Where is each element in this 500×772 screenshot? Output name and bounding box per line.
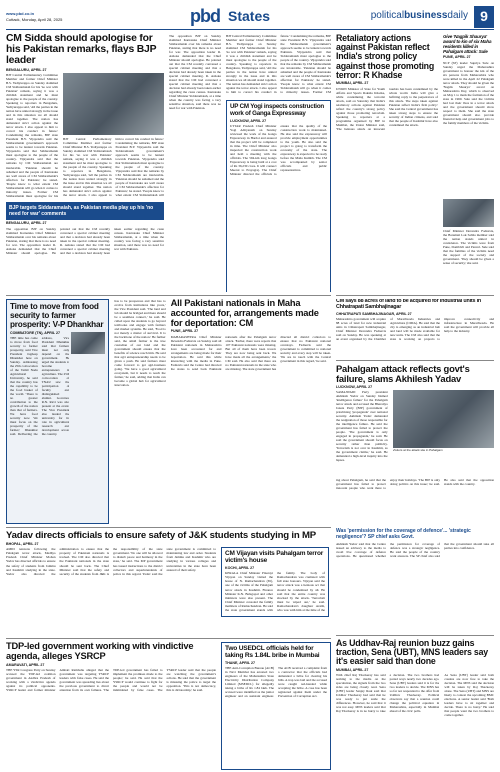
body-text-continued: As Sena (UBT) leader said both cousins are now free to take the decision. The MNS said the decision will be taken by Raj Thackeray alone. The Sena (UBT) and MNS are likely to contest the upcoming BMC elections. A senior leader said 'Both leaders have to sit together and decide. There is no hurry.' He said that people want the two brothers to come together. <box>444 673 494 718</box>
story-yadav <box>6 531 331 635</box>
masthead-info <box>6 11 156 22</box>
story-cm-sidda <box>6 34 164 292</box>
headline: UP CM Yogi inspects construction work of Ganga Expressway <box>230 103 324 117</box>
story-retaliatory <box>336 34 438 292</box>
body-text: SAMAJWADI Party president Akhilesh Yadav on Sunday blamed 'intelligence failure' for the Pahalgam terror attack and accused the Bharatiya Janata Party (BJP) government of prioritising 'propaganda' over national security. Akhilesh Yadav demanded the resignation of those responsible for the intelligence failure. He said the government has failed to protect the people. 'The government is only engaged in propaganda,' he said. He said the government should focus on security rather than publicity. 'Terrorism is not over in Kashmir, as the government claims,' he said. He demanded a high-level inquiry into the lapses. <box>336 390 388 463</box>
dateline: AMARAVATI, APRIL 27 <box>6 662 45 667</box>
body-text: THE time has come to move from food security to farmer prosperity, said Vice President Jagdeep Dhankhar here on Sunday. Addressing the 25th convocation of the Tamil Nadu Agricultural University, he said that the country has the capability to be the food basket of the world. 'There is no greater contribution to the growth of the nation than that of farmers. We have food security now. We must focus on the prosperity of the farmer,' Dhankhar said. Delivering the address, Vice President Dhankhar said that farmers must not only depend on the government. He urged the students to become entrepreneurs in agriculture. The 25th convocation of TNAU saw the participation of faculty and distinguished alumni. Governor R.N. Ravi was also present at the event. The Vice President also lauded the university for its role in agricultural research and development across the country. <box>10 335 70 437</box>
inset-headline: BJP targets Siddaramaiah, as Pakistan media play up his 'no need for war' comments <box>6 202 164 220</box>
body-text: BJP Central Parliamentary Committee Member and former Chief Minister B.S. Yediyurappa on Sunday slammed CM Siddaramaiah for his 'no war with Pakistan' remark, saying it was a childish statement and he must apologise to the people of the country. Speaking to reporters in Bengaluru, Yediyurappa said, 'All the parties in the nation have united strongly in the issue and in this situation we all should stand together. The nation has demanded strict action against the terror attack. I also appeal to him to correct his conduct in future.' Condemning the remarks, BJP state President B.Y. Vijayendra said the Siddaramaiah government's approach seems to be lenient towards Pakistan. Vijayendra said that Siddaramaiah must apologise to the people of the country. Vijayendra said that the remarks by CM Siddaramaiah are intolerable. 'Pakistan should be ashamed and the people of Karnataka are well aware of CM Siddaramaiah's affection for Pakistan,' he stated. 'People know to what extent CM Siddaramaiah will go when it comes to minority issues. Former CM Siddaramaiah must apologise for his <box>6 73 58 198</box>
story-uddhav-raj <box>336 639 494 769</box>
body-text: UTTAR Pradesh Chief Minister Yogi Adityanath on Sunday reviewed the work of the Ganga Expressway in Hardoi and assured that the project will be completed in time. The Chief Minister also inspected the construction work and held a meeting with the officials. The 594-km long Ganga Expressway is being built at a cost of Rs 36,230 crore. It will connect Meerut to Prayagraj. The Chief Minister directed the officials to ensure that the quality of the construction work is maintained. He also said the expressway will provide employment opportunities to the youth. He also said the project is going to transform the economy of the state. The expressway is expected to be ready before the Maha Kumbh. The CM was accompanied by senior officials and public representatives. <box>230 124 327 177</box>
body-text-continued: ing about Pahalgam, he said that the government has failed to protect innocent people who went there to enjoy their holidays. 'The BJP is only doing politics on this issue,' he said. He also said that the opposition stands with the country. <box>336 478 494 491</box>
headline: CM Sidda should apologise for his Pakistan remarks, flays BJP leader <box>6 34 157 66</box>
dhankhar-continued: has to be prosperous and that has to evolve from institutions like yours,' the Vice President said. 'The land and lab should be bridged and there should be a seamless connect,' he said. He called upon the students to go beyond textbooks and engage with farmers and market systems. He said, 'Food is not merely a matter of survival. It is the backbone of the nation.' He further said, the small farmer is the true custodian of our land and the government should ensure that the benefits of science reach him. He said that agri entrepreneurship needs to be given a push. He said farmers must come forward to get agri-business going. 'We have a good agricultural ecosystem, but it needs to reach the farmer,' he said, adding that India can become a global hub for agricultural innovation. <box>114 299 166 388</box>
dateline: MUMBAI, APRIL 27 <box>336 81 369 86</box>
headline: CM Vijayan visits Pahalgam terror victim's house <box>225 550 324 565</box>
story-tdp <box>6 642 216 770</box>
headline: Time to move from food security to farmer prosperity: V-P Dhankhar <box>10 302 104 329</box>
headline: CM says 88 acres of land to be acquired for industrial units in Chhatrapati Sambhajinagar <box>336 299 481 310</box>
body-text: AMID tensions following the Pahalgam terror attack, Madhya Pradesh Chief Minister Mohan Yadav has directed officials to ensure the safety of students from Jammu and Kashmir studying in the state. Yadav also directed the administration to ensure that the property of Pakistani nationals is tracked. The CM also directed that the Pakistani nationals in the state should be sent back. The Chief Minister said that the safety and security of the students from J&K is the responsibility of the state government. 'No one will be allowed to disturb peace and harmony in the state,' he said. The MP government has issued instructions to the district collectors and superintendents of police in this regard. Yadav said the state government is committed to maintaining law and order. Students from Jammu and Kashmir who are studying in various colleges and universities in the state have been assured of their safety. <box>6 547 216 576</box>
page-number: 9 <box>474 6 494 28</box>
story-dhankhar <box>6 299 109 524</box>
dateline: MUMBAI, APRIL 27 <box>336 667 369 672</box>
story-usedcl <box>221 642 331 770</box>
photo-politician <box>63 73 164 135</box>
inset-dateline: BENGALURU, APRIL 27 <box>6 221 47 226</box>
story-pahalgam-akhilesh <box>336 364 494 632</box>
section-title: States <box>228 7 271 24</box>
body-text-final: Akhilesh Yadav said that the Centre issued an advisory to the media to avoid live coverage of defence operations. He questioned whether the permission for coverage of defence was a strategic negligence. He said the people of the country want answers. The SP chief also said that the government should take all parties into confidence. <box>336 542 494 559</box>
body-text: UNION Minister of State for Youth Affairs and Sports Raksha Khadse, while condemning the terrorist attack, said on Saturday that India's retaliatory actions against Pakistan reflect the country's strong policy against those promoting terrorism. Speaking to reporters at a programme organised by BJP in Mumbai, the Union Minister said, 'The heinous attack on innocent tourists has been condemned by the whole world. India will give a befitting reply to the perpetrators of this attack. The steps taken against Pakistan reflect India's firm policy.' She said the Central government has taken strong steps to ensure the security of Indian citizens, and said that the people of Kashmir have also condemned the attack. <box>336 86 438 131</box>
body-text: KERALA Chief Minister Pinarayi Vijayan on Sunday visited the house of N. Ramachandran (65), one of the victims of the Pahalgam terror attack in Kashmir. Finance Minister K.N. Balagopal and other ministers were also present. The Chief Minister consoled the family members of Ramachandran. He said the state government stands with the family. The body of Ramachandran was cremated with full state honours. Vijayan said the terror attack was a heinous act that should be condemned by all. He said that the entire country was shocked by the attack. 'Terrorism must be wiped out,' he said. Ramachandran's daughter Arathi, who was with him at the time of the <box>225 571 325 612</box>
headline: All Pakistani nationals in Maha accounted for, arrangements made for deportation: CM <box>170 299 319 328</box>
dateline: LUCKNOW, APRIL 27 <box>230 118 267 123</box>
dateline: KOCHI, APRIL 27 <box>225 566 255 571</box>
body-text: MAHARASHTRA Chief Minister Devendra Fadnavis on Sunday said all Pakistani nationals in Maharashtra have been accounted for and arrangements are being made for their deportation. He said this while interacting with the media in Pune. Fadnavis said the Centre had directed the states to send back Pakistani nationals after the Pahalgam terror attack. 'Earlier, there were reports that 107 Pakistani nationals were missing. But all of them have been traced. They are now being sent back. We have made all the arrangements,' the CM said. He also said that there are no Pakistani nationals in the state who are missing. The state government has directed all district collectors to ensure that no Pakistani national overstays. Fadnavis said the government is committed to national security and every step will be taken. 'We are in touch with the Central government in this regard,' he said. <box>170 334 331 371</box>
story-cm-sops <box>336 299 494 357</box>
dateline: COIMBATORE (TN), APRIL 27 <box>10 330 60 335</box>
body-text: THE YSR Congress Party on Sunday accused the TDP-led coalition government in Andhra Pradesh of working with a vindictive agenda against its political opponents. YSRCP leader and former minister Ambati Rambabu alleged that the government was targeting YSRCP leaders with false cases. He said the government was spreading lies about the previous government to divert attention from its own failures. 'The TDP-led government has failed to implement the promises made to the people,' he said. He said that the YSRCP would continue to fight for the people and would not be intimidated by false cases. The YSRCP leader said that the people are watching the government's actions. He said that the government is misusing the police to target the opposition. 'This is not democracy, this is dictatorship,' he said. <box>6 667 216 692</box>
inset-body: The opposition BJP on Sunday slammed Karnataka Chief Minister Siddaramaiah over his remarks about Pakistan, stating that there is no need for war. The opposition leader R. Ashoka demanded that the Chief Minister should apologise. He pointed out that the CM recently convened a special cabinet meeting and that a decision had already been taken in the special cabinet meeting. R. Ashoka stated that the CM had convened a special cabinet meeting and that a decision had already been taken earlier regarding the caste census. Karnataka Chief Minister Siddaramaiah, at a time when the country was facing a very sensitive situation, said there was no need for war with Pakistan. <box>6 226 164 255</box>
cm-sidda-right-col: The opposition BJP on Sunday slammed Karnataka Chief Minister Siddaramaiah over his remarks about Pakistan, stating that there is no need for war. The opposition leader R. Ashoka demanded that the Chief Minister should apologise. He pointed out that the CM recently convened a special cabinet meeting and that a decision had already been taken in the special cabinet meeting. R. Ashoka stated that the CM had convened a special cabinet meeting and that a decision had already been taken earlier regarding the caste census. Karnataka Chief Minister Siddaramaiah, at a time when the country was facing a very sensitive situation, said there was no need for war with Pakistan. <box>169 34 221 111</box>
body-text: THE Anti-Corruption Bureau (ACB) in Navi Mumbai has arrested two engineers of the Maharashtra State Electricity Distribution Company Limited (MSEDCL) for allegedly taking a bribe of Rs 1.84 lakh. The accused were identified as the junior engineer and an assistant engineer. The ACB received a complaint from a contractor that the officials had demanded a bribe for clearing his bills. A trap was laid and the accused were caught red-handed while accepting the bribe. A case has been registered against them under the Prevention of Corruption Act. <box>225 666 327 699</box>
story-cm-vijayan <box>221 547 329 617</box>
story-pakistani-nationals <box>171 299 331 524</box>
dateline: CHHATRAPATI SAMBHAJINAGAR, APRIL 27 <box>336 311 412 316</box>
body-text: NCP (SP) leader Supriya Sule on Sunday urged the Maharashtra government to honour the kin of the six persons from Maharashtra who were killed in the April 22 Pahalgam terror attack. They should be given the 'Nagrik Shaurya' award on Maharashtra Day, which is observed on May 1 to mark the formation of the state in 1960. Sule said the victims had lost their lives in a terror attack and the government should show respect to them. She said the state government should also provide financial help and government jobs to the family members of the victims. <box>443 60 494 125</box>
headline: Retaliatory actions against Pakistan reflect India's strong policy against those promoting terror: R Khadse <box>336 34 435 80</box>
story-nagpik <box>443 34 494 292</box>
dateline: BHOPAL, APRIL 27 <box>6 542 39 547</box>
headline: TDP-led government working with vindictive agenda, alleges YSRCP <box>6 642 194 661</box>
dateline: PUNE, APRIL 27 <box>170 329 199 334</box>
edition-dateline: Cuttack, Monday, April 28, 2025 <box>6 16 63 22</box>
pbd-logo: pbd <box>190 5 220 26</box>
body-text-continued: Chief Minister Devendra Fadnavis, the Baramati Lok Sabha member said the nation stands united in condolence. The victims were from Pune, Dombivli and Panvel. Sule said that the families of the victims need the support of the society and government. 'They should be given a sense of security,' she said. <box>443 228 494 265</box>
dateline: THANE, APRIL 27 <box>225 660 255 665</box>
photo-supriya-sule <box>443 199 494 227</box>
photo-pahalgam <box>393 390 494 448</box>
dateline: BENGALURU, APRIL 27 <box>6 67 47 72</box>
website-url[interactable]: www.pbd.co.in <box>6 11 35 17</box>
headline: As Uddhav-Raj reunion buzz gains traction, Sena (UBT), MNS leaders say it's easier said than done <box>336 639 488 667</box>
subheadline: Was 'permission for the coverage of defence'... 'strategic negligence'? SP chief asks Govt. <box>336 528 471 541</box>
story-up-yogi <box>226 100 331 292</box>
headline: Two USEDCL officials held for taking Rs 1.84L bribe in Mumbai <box>225 645 320 659</box>
photo-caption: Visitors at the attack site in Pahalgam <box>392 448 443 453</box>
body-text: With chief Raj Thackeray has said nothing to the media on the speculation, the signals from the two sides are being closely read. Sena (UBT) leader Sanjay Raut said that Uddhav Thackeray had said that he was ready to put aside the differences. However, he said that it was not easy. MNS leaders said that Raj Thackeray is in no hurry to take a decision. The two brothers had parted ways nearly two decades ago. Sena (UBT) leaders said it is for the two leaders to decide. The MNS has so far not responded to the offer from Uddhav Thackeray. Political observers say that a reunion could change the political equation in Maharashtra, especially in Mumbai ahead of the civic polls. <box>336 673 440 714</box>
body-text: Maharashtra government will acquire 88 acres of land for new industrial units in Chhatrapati Sambhajinagar, Chief Minister Devendra Fadnavis said on Sunday. He was speaking at an event organised by the Chamber of Marathwada Industries and Agriculture (CMIA). He said that the city is emerging as an industrial hub and land will be made available for new units. The CM also said that the state is working on projects to improve connectivity and infrastructure in Marathwada. He said the government will provide all help to the industry. <box>336 317 494 342</box>
dateline: LUCKNOW, APRIL 27 <box>336 384 373 389</box>
cm-sidda-more: BJP Central Parliamentary Committee Member and former Chief Minister B.S. Yediyurappa on Sunday slammed CM Siddaramaiah for his 'no war with Pakistan' remark, saying it was a childish statement and he must apologise to the people of the country. Speaking to reporters in Bengaluru, Yediyurappa said, 'All the parties in the nation have united strongly in the issue and in this situation we all should stand together. The nation has demanded strict action against the terror attack. I also appeal to him to correct his conduct in future.' Condemning the remarks, BJP state President B.Y. Vijayendra said the Siddaramaiah government's approach seems to be lenient towards Pakistan. Vijayendra said that Siddaramaiah must apologise to the people of the country. Vijayendra said that the remarks by CM Siddaramaiah are intolerable. 'Pakistan should be ashamed and the people of Karnataka are well aware of CM Siddaramaiah's affection for Pakistan,' he stated. 'People know to what extent CM Siddaramaiah will go when it comes to minority issues. Former CM <box>226 34 331 95</box>
masthead <box>6 4 494 30</box>
headline: Yadav directs officials to ensure safety of J&K students studying in MP <box>6 531 316 541</box>
dateline: PUNE, APRIL 27 <box>443 55 471 60</box>
body-text-continued: BJP Central Parliamentary Committee Member and former Chief Minister B.S. Yediyurappa on Sunday slammed CM Siddaramaiah for his 'no war with Pakistan' remark, saying it was a childish statement and he must apologise to the people of the country. Speaking to reporters in Bengaluru, Yediyurappa said, 'All the parties in the nation have united strongly in the issue and in this situation we all should stand together. The nation has demanded strict action against the terror attack. I also appeal to him to correct his conduct in future.' Condemning the remarks, BJP state President B.Y. Vijayendra said the Siddaramaiah government's approach seems to be lenient towards Pakistan. Vijayendra said that Siddaramaiah must apologise to the people of the country. Vijayendra said that the remarks by CM Siddaramaiah are intolerable. 'Pakistan should be ashamed and the people of Karnataka are well aware of CM Siddaramaiah's affection for Pakistan,' he stated. 'People know to what extent CM Siddaramaiah will <box>63 137 164 198</box>
brand-name: politicalbusinessdaily <box>370 10 468 22</box>
headline: Give 'Nagpik Shaurya' award to kin of six Maha residents killed in Pahalgam attack: Sule <box>443 34 492 55</box>
photo-dhankhar <box>71 332 105 354</box>
headline: Pahalgam attack reflects govt's failure, slams Akhilesh Yadav <box>336 364 470 384</box>
